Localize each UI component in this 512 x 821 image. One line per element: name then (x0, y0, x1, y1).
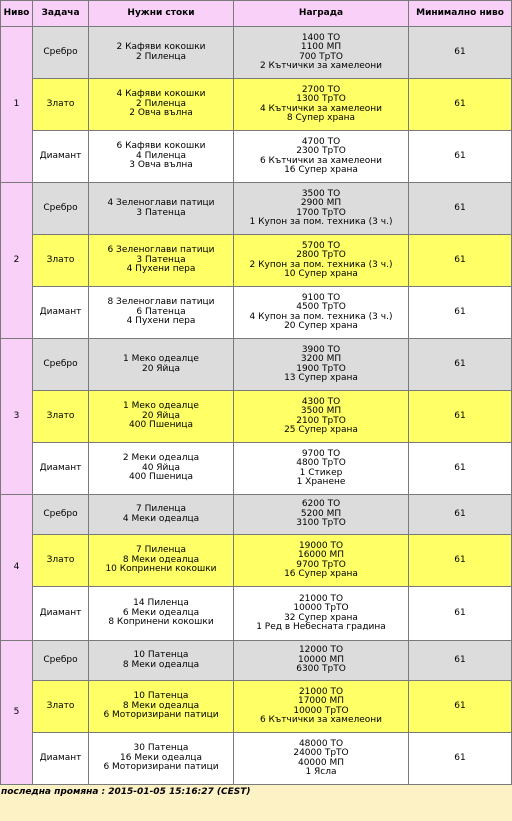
reward-line: 40000 МП (297, 757, 345, 768)
reward-line: 4500 ТрТО (296, 302, 346, 312)
reward-line: 21000 ТО (298, 686, 344, 697)
table-row (1, 443, 512, 495)
goods-line: 6 Меки одеалца (122, 607, 200, 618)
reward-line: 2 Кътчички за хамелеони (259, 61, 383, 71)
goods-line: 4 Пухени пера (126, 264, 196, 275)
level-cell: 2 (1, 183, 33, 339)
goods-cell (89, 681, 234, 733)
goods-cell (89, 287, 234, 339)
goods-line: 7 Пиленца (135, 545, 187, 556)
goods-line: 7 Пиленца (135, 504, 187, 514)
goods-line: 6 Кафяви кокошки (116, 141, 206, 152)
reward-line: 6200 ТО (301, 499, 341, 510)
reward-line: 32 Супер храна (284, 612, 358, 623)
table-body (1, 27, 512, 785)
table-row (1, 79, 512, 131)
reward-line: 700 ТрТО (299, 51, 343, 62)
reward-line: 10 Супер храна (284, 269, 358, 279)
goods-cell (89, 733, 234, 785)
task-name-cell: Сребро (33, 641, 89, 681)
reward-line: 4 Купон за пом. техника (3 ч.) (249, 311, 393, 322)
goods-line: 2 Меки одеалца (122, 453, 200, 464)
goods-line: 6 Моторизирани патици (103, 762, 219, 773)
level-cell: 5 (1, 641, 33, 785)
min-level-cell: 61 (409, 587, 512, 641)
level-cell: 1 (1, 27, 33, 183)
reward-cell (234, 681, 409, 733)
goods-line: 3 Патенца (136, 254, 186, 265)
min-level-cell: 61 (409, 391, 512, 443)
task-name-cell: Диамант (33, 131, 89, 183)
reward-line: 10000 МП (297, 654, 345, 665)
goods-line: 20 Яйца (141, 363, 181, 374)
table-row (1, 495, 512, 535)
reward-line: 1900 ТрТО (296, 363, 346, 374)
reward-line: 1100 МП (300, 42, 342, 52)
goods-cell (89, 443, 234, 495)
level-cell: 3 (1, 339, 33, 495)
min-level-cell: 61 (409, 641, 512, 681)
reward-cell (234, 495, 409, 535)
goods-line: 1 Меко одеалце (123, 401, 199, 412)
goods-line: 20 Яйца (141, 410, 181, 421)
goods-line: 6 Патенца (136, 306, 186, 317)
reward-line: 10000 ТрТО (293, 603, 349, 613)
task-name-cell: Злато (33, 79, 89, 131)
reward-line: 48000 ТО (298, 738, 344, 749)
reward-line: 1 Стикер (299, 467, 343, 478)
reward-line: 25 Супер храна (284, 425, 358, 435)
reward-line: 2900 МП (300, 198, 342, 208)
goods-line: 4 Кафяви кокошки (116, 89, 206, 100)
goods-cell (89, 535, 234, 587)
min-level-cell: 61 (409, 339, 512, 391)
task-name-cell: Сребро (33, 183, 89, 235)
min-level-cell: 61 (409, 27, 512, 79)
goods-cell (89, 587, 234, 641)
reward-cell (234, 183, 409, 235)
goods-cell (89, 339, 234, 391)
reward-line: 5700 ТО (301, 240, 341, 251)
task-name-cell: Диамант (33, 443, 89, 495)
last-modified-footer: последна промяна : 2015-01-05 15:16:27 (CEST) (1, 787, 251, 797)
task-name-cell: Злато (33, 391, 89, 443)
table-row (1, 27, 512, 79)
table-row (1, 587, 512, 641)
goods-line: 2 Кафяви кокошки (116, 42, 206, 52)
reward-line: 2 Купон за пом. техника (3 ч.) (249, 259, 393, 270)
goods-cell (89, 391, 234, 443)
reward-line: 1 Ред в Небесната градина (256, 622, 386, 632)
reward-line: 17000 МП (297, 696, 345, 706)
reward-line: 24000 ТрТО (293, 748, 349, 758)
table-row (1, 681, 512, 733)
goods-line: 400 Пшеница (129, 420, 193, 431)
min-level-cell: 61 (409, 535, 512, 587)
reward-line: 20 Супер храна (284, 321, 358, 331)
task-name-cell: Злато (33, 681, 89, 733)
reward-line: 6300 ТрТО (296, 664, 346, 675)
reward-line: 2300 ТрТО (296, 146, 346, 156)
reward-line: 3200 МП (300, 354, 342, 364)
goods-cell (89, 79, 234, 131)
reward-cell (234, 131, 409, 183)
table-row (1, 131, 512, 183)
reward-line: 16000 МП (297, 550, 345, 560)
reward-line: 1300 ТрТО (296, 94, 346, 104)
goods-line: 6 Моторизирани патици (103, 710, 219, 721)
reward-line: 1 Ясла (305, 767, 337, 777)
goods-cell (89, 641, 234, 681)
min-level-cell: 61 (409, 131, 512, 183)
goods-line: 8 Меки одеалца (122, 554, 200, 565)
min-level-cell: 61 (409, 495, 512, 535)
goods-cell (89, 235, 234, 287)
reward-line: 4800 ТрТО (296, 458, 346, 468)
reward-cell (234, 535, 409, 587)
reward-cell (234, 733, 409, 785)
goods-line: 40 Яйца (141, 462, 181, 473)
header-min-level: Минимално ниво (409, 1, 512, 27)
goods-cell (89, 27, 234, 79)
min-level-cell: 61 (409, 733, 512, 785)
reward-line: 19000 ТО (298, 540, 344, 551)
goods-line: 4 Зеленоглави патици (107, 198, 215, 208)
reward-cell (234, 79, 409, 131)
reward-line: 1400 ТО (301, 32, 341, 43)
reward-cell (234, 287, 409, 339)
reward-line: 3500 МП (300, 406, 342, 416)
task-name-cell: Диамант (33, 587, 89, 641)
reward-cell (234, 443, 409, 495)
reward-line: 8 Супер храна (286, 113, 356, 123)
goods-line: 8 Зеленоглави патици (107, 297, 215, 308)
reward-line: 9700 ТО (301, 448, 341, 459)
goods-line: 10 Патенца (133, 650, 189, 660)
task-name-cell: Диамант (33, 733, 89, 785)
reward-cell (234, 27, 409, 79)
goods-line: 1 Меко одеалце (123, 354, 199, 364)
table-row (1, 391, 512, 443)
reward-line: 6 Кътчички за хамелеони (259, 715, 383, 725)
goods-line: 3 Патенца (136, 207, 186, 218)
reward-cell (234, 339, 409, 391)
header-task: Задача (33, 1, 89, 27)
goods-line: 10 Патенца (133, 691, 189, 702)
reward-line: 1 Купон за пом. техника (3 ч.) (249, 217, 393, 227)
reward-line: 13 Супер храна (284, 373, 358, 383)
reward-cell (234, 391, 409, 443)
reward-line: 3100 ТрТО (296, 518, 346, 529)
min-level-cell: 61 (409, 681, 512, 733)
goods-line: 8 Копринени кокошки (108, 617, 214, 628)
goods-line: 10 Копринени кокошки (105, 564, 217, 575)
reward-line: 1 Хранене (296, 477, 346, 487)
table-row (1, 641, 512, 681)
reward-cell (234, 235, 409, 287)
goods-line: 3 Овча вълна (129, 160, 193, 171)
goods-line: 400 Пшеница (129, 472, 193, 483)
goods-line: 2 Овча вълна (129, 108, 193, 119)
reward-line: 4700 ТО (301, 136, 341, 147)
table-row (1, 733, 512, 785)
header-reward: Награда (234, 1, 409, 27)
header-level: Ниво (1, 1, 33, 27)
reward-line: 5200 МП (300, 508, 342, 519)
reward-line: 12000 ТО (298, 645, 344, 656)
reward-line: 2700 ТО (301, 84, 341, 95)
reward-line: 9700 ТрТО (296, 559, 346, 570)
task-name-cell: Сребро (33, 495, 89, 535)
goods-line: 16 Меки одеалца (120, 752, 202, 763)
header-row (1, 1, 512, 27)
header-goods: Нужни стоки (89, 1, 234, 27)
reward-line: 16 Супер храна (284, 569, 358, 579)
task-name-cell: Сребро (33, 339, 89, 391)
goods-cell (89, 495, 234, 535)
goods-line: 30 Патенца (133, 743, 189, 754)
reward-line: 6 Кътчички за хамелеони (259, 155, 383, 166)
min-level-cell: 61 (409, 235, 512, 287)
table-row (1, 287, 512, 339)
task-name-cell: Диамант (33, 287, 89, 339)
reward-line: 4 Кътчички за хамелеони (259, 103, 383, 114)
reward-line: 16 Супер храна (284, 165, 358, 175)
goods-line: 4 Пиленца (135, 150, 187, 161)
table-row (1, 183, 512, 235)
reward-line: 4300 ТО (301, 396, 341, 407)
task-name-cell: Злато (33, 535, 89, 587)
table-row (1, 235, 512, 287)
goods-cell (89, 183, 234, 235)
goods-cell (89, 131, 234, 183)
goods-line: 4 Меки одеалца (122, 513, 200, 524)
reward-line: 9100 ТО (301, 292, 341, 303)
reward-line: 2100 ТрТО (296, 415, 346, 426)
reward-line: 1700 ТрТО (296, 207, 346, 218)
level-cell: 4 (1, 495, 33, 641)
goods-line: 8 Меки одеалца (122, 659, 200, 670)
reward-line: 21000 ТО (298, 593, 344, 604)
goods-line: 14 Пиленца (133, 598, 189, 609)
table-row (1, 339, 512, 391)
table-row (1, 535, 512, 587)
goods-line: 4 Пухени пера (126, 316, 196, 327)
goods-line: 2 Пиленца (135, 98, 187, 109)
min-level-cell: 61 (409, 183, 512, 235)
reward-line: 2800 ТрТО (296, 250, 346, 260)
reward-cell (234, 587, 409, 641)
min-level-cell: 61 (409, 79, 512, 131)
task-name-cell: Злато (33, 235, 89, 287)
min-level-cell: 61 (409, 287, 512, 339)
goods-line: 6 Зеленоглави патици (107, 245, 215, 256)
goods-line: 8 Меки одеалца (122, 700, 200, 711)
min-level-cell: 61 (409, 443, 512, 495)
reward-line: 3900 ТО (301, 344, 341, 355)
goods-line: 2 Пиленца (135, 51, 187, 62)
reward-cell (234, 641, 409, 681)
reward-line: 3500 ТО (301, 188, 341, 199)
reward-line: 10000 ТрТО (293, 705, 349, 716)
task-name-cell: Сребро (33, 27, 89, 79)
